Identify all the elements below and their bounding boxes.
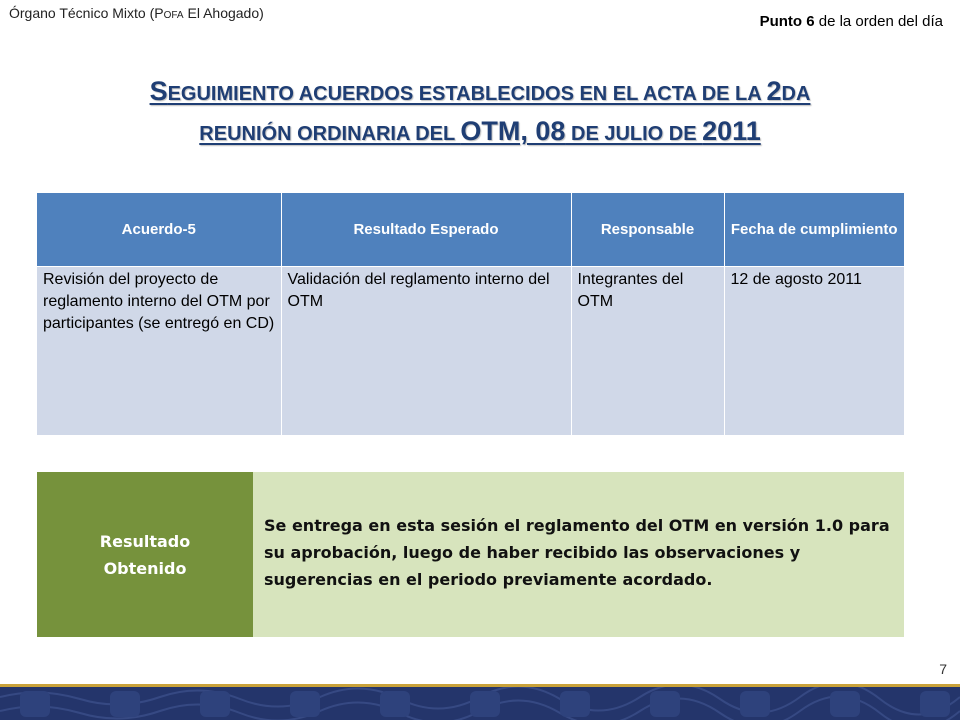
title-year: 2011 bbox=[702, 116, 761, 146]
agreement-table bbox=[37, 193, 904, 435]
title-number: 2 bbox=[766, 76, 782, 106]
page-number: 7 bbox=[939, 661, 947, 677]
result-label bbox=[37, 472, 253, 637]
cell-responsable: Integrantes del OTM bbox=[571, 267, 724, 436]
title-line2b: DE JULIO DE bbox=[565, 123, 703, 145]
header-resultado-esperado: Resultado Esperado bbox=[281, 193, 571, 267]
header-responsable: Responsable bbox=[571, 193, 724, 267]
agenda-point bbox=[760, 13, 943, 30]
title-line2a: REUNIÓN ORDINARIA DEL bbox=[199, 123, 461, 145]
title-initial: S bbox=[149, 76, 168, 106]
footer-band bbox=[0, 684, 960, 720]
agenda-point-rest: de la orden del día bbox=[814, 13, 943, 30]
org-suffix: El Ahogado) bbox=[183, 5, 264, 21]
organization-label bbox=[9, 5, 264, 21]
cell-acuerdo: Revisión del proyecto de reglamento interno del OTM por participantes (se entregó en CD) bbox=[37, 267, 281, 436]
org-small-caps: OFA bbox=[163, 10, 184, 21]
footer-pattern bbox=[0, 687, 960, 720]
title-da: DA bbox=[781, 83, 811, 105]
result-label-line2: Obtenido bbox=[103, 558, 187, 578]
table-header-row bbox=[37, 193, 904, 267]
cell-resultado-esperado: Validación del reglamento interno del OTM bbox=[281, 267, 571, 436]
agenda-point-bold: Punto 6 bbox=[759, 13, 815, 30]
cell-fecha: 12 de agosto 2011 bbox=[724, 267, 904, 436]
header-acuerdo: Acuerdo-5 bbox=[37, 193, 281, 267]
table-row bbox=[37, 267, 904, 436]
result-box bbox=[37, 472, 904, 637]
result-text: Se entrega en esta sesión el reglamento del OTM en versión 1.0 para su aprobación, luego de haber recibido las observaciones y sugerencias en el periodo previamente acordado. bbox=[264, 516, 890, 589]
slide-title bbox=[40, 73, 920, 153]
header-fecha: Fecha de cumplimiento bbox=[724, 193, 904, 267]
org-prefix: Órgano Técnico Mixto (P bbox=[9, 5, 164, 21]
title-line1: EGUIMIENTO ACUERDOS ESTABLECIDOS EN EL ACTA DE LA bbox=[167, 83, 767, 105]
result-label-line1: Resultado bbox=[99, 531, 191, 551]
title-otm: OTM, 08 bbox=[460, 116, 566, 146]
